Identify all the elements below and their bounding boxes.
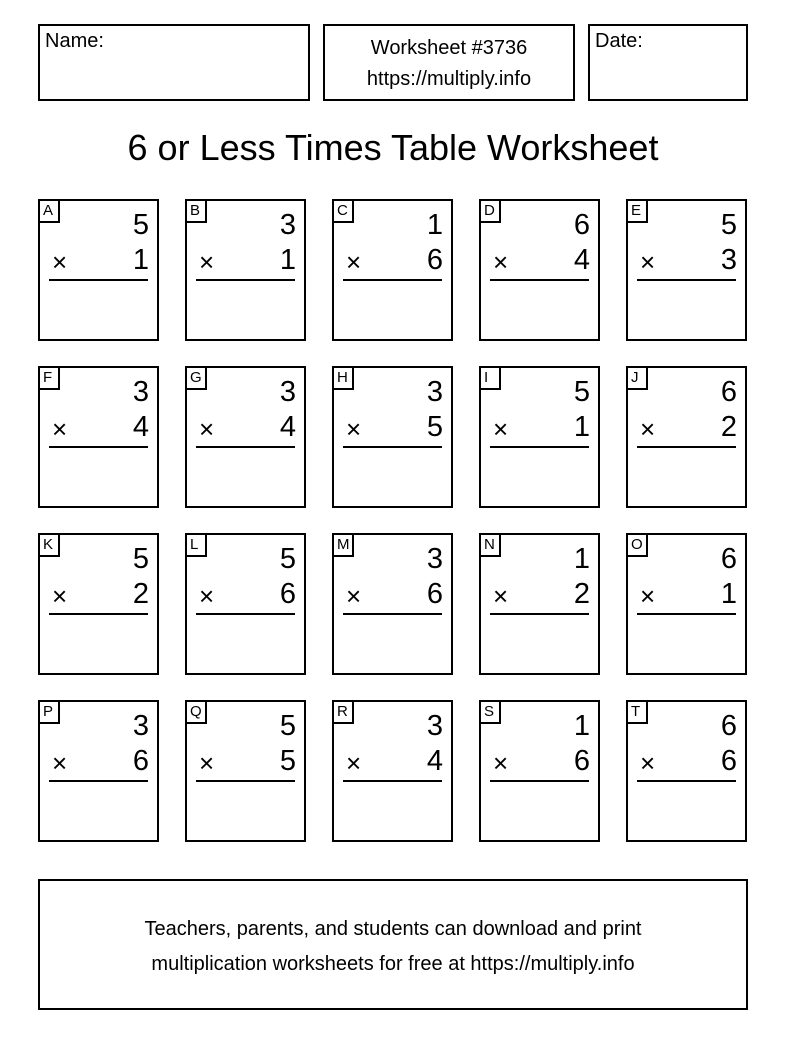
problem-card[interactable] [185,700,306,842]
problem-label: N [479,533,501,557]
problem-card[interactable] [626,700,747,842]
answer-line [490,780,589,782]
problem-card[interactable] [332,533,453,675]
worksheet-url: https://multiply.info [366,68,532,90]
problem-card[interactable] [332,199,453,341]
multiplier: 5 [279,745,296,777]
multiplier: 5 [426,411,443,443]
times-sign: × [199,414,215,444]
problem-card[interactable] [626,199,747,341]
multiplier: 6 [573,745,590,777]
problem-label: P [38,700,60,724]
problem-card[interactable] [185,366,306,508]
multiplier: 4 [426,745,443,777]
multiplier: 2 [720,411,737,443]
problem-label: G [185,366,207,390]
problem-label: Q [185,700,207,724]
problem-card[interactable] [38,700,159,842]
multiplier: 6 [132,745,149,777]
times-sign: × [640,247,656,277]
problem-card[interactable] [332,700,453,842]
answer-line [49,446,148,448]
multiplier: 1 [573,411,590,443]
answer-line [637,279,736,281]
answer-line [490,446,589,448]
problem-label: T [626,700,648,724]
problem-label: E [626,199,648,223]
multiplicand: 3 [279,376,296,408]
multiplicand: 3 [132,376,149,408]
multiplier: 6 [279,578,296,610]
worksheet-info-box [323,24,575,101]
answer-line [343,279,442,281]
problem-label: D [479,199,501,223]
times-sign: × [52,748,68,778]
footer-line-1: Teachers, parents, and students can download and print [144,918,642,940]
answer-line [196,780,295,782]
multiplicand: 5 [573,376,590,408]
footer-line-2: multiplication worksheets for free at https://multiply.info [151,953,635,975]
answer-line [49,279,148,281]
answer-line [637,446,736,448]
multiplier: 1 [720,578,737,610]
times-sign: × [52,247,68,277]
problem-label: S [479,700,501,724]
times-sign: × [493,748,509,778]
multiplicand: 6 [720,710,737,742]
times-sign: × [346,748,362,778]
multiplier: 1 [132,244,149,276]
multiplicand: 3 [279,209,296,241]
times-sign: × [199,581,215,611]
problem-card[interactable] [332,366,453,508]
multiplier: 6 [426,578,443,610]
times-sign: × [199,748,215,778]
date-field[interactable] [588,24,748,101]
page-title: 6 or Less Times Table Worksheet [127,127,659,168]
multiplicand: 6 [720,543,737,575]
problem-label: A [38,199,60,223]
multiplicand: 6 [573,209,590,241]
times-sign: × [346,581,362,611]
date-label: Date: [595,30,643,52]
problem-card[interactable] [185,199,306,341]
answer-line [490,613,589,615]
problem-card[interactable] [479,199,600,341]
multiplier: 6 [720,745,737,777]
times-sign: × [640,414,656,444]
times-sign: × [52,414,68,444]
answer-line [490,279,589,281]
multiplicand: 5 [132,209,149,241]
problem-label: C [332,199,354,223]
answer-line [49,613,148,615]
problem-label: O [626,533,648,557]
problem-card[interactable] [479,366,600,508]
times-sign: × [640,748,656,778]
problem-card[interactable] [479,533,600,675]
problem-label: L [185,533,207,557]
multiplier: 3 [720,244,737,276]
multiplier: 1 [279,244,296,276]
problem-card[interactable] [479,700,600,842]
problem-label: F [38,366,60,390]
answer-line [196,279,295,281]
problem-card[interactable] [185,533,306,675]
problem-card[interactable] [38,366,159,508]
answer-line [637,613,736,615]
multiplicand: 5 [132,543,149,575]
times-sign: × [493,581,509,611]
problem-label: B [185,199,207,223]
answer-line [343,780,442,782]
answer-line [637,780,736,782]
multiplier: 4 [573,244,590,276]
multiplicand: 5 [279,710,296,742]
problem-card[interactable] [626,533,747,675]
times-sign: × [346,247,362,277]
problem-card[interactable] [38,533,159,675]
multiplier: 2 [573,578,590,610]
times-sign: × [640,581,656,611]
multiplicand: 3 [426,543,443,575]
multiplicand: 5 [720,209,737,241]
multiplicand: 3 [426,710,443,742]
answer-line [49,780,148,782]
times-sign: × [346,414,362,444]
multiplicand: 5 [279,543,296,575]
problem-label: J [626,366,648,390]
times-sign: × [199,247,215,277]
problem-label: I [479,366,501,390]
times-sign: × [493,414,509,444]
problem-card[interactable] [626,366,747,508]
problem-card[interactable] [38,199,159,341]
multiplicand: 6 [720,376,737,408]
multiplier: 4 [132,411,149,443]
times-sign: × [52,581,68,611]
multiplicand: 1 [426,209,443,241]
answer-line [343,446,442,448]
answer-line [196,613,295,615]
multiplier: 6 [426,244,443,276]
problem-label: M [332,533,354,557]
multiplicand: 1 [573,543,590,575]
footer-box [38,879,748,1010]
worksheet-number: Worksheet #3736 [370,37,528,59]
problem-label: R [332,700,354,724]
multiplier: 2 [132,578,149,610]
name-field[interactable] [38,24,310,101]
answer-line [196,446,295,448]
multiplicand: 3 [132,710,149,742]
problem-label: H [332,366,354,390]
answer-line [343,613,442,615]
problem-label: K [38,533,60,557]
times-sign: × [493,247,509,277]
multiplicand: 1 [573,710,590,742]
name-label: Name: [45,30,104,52]
multiplier: 4 [279,411,296,443]
multiplicand: 3 [426,376,443,408]
